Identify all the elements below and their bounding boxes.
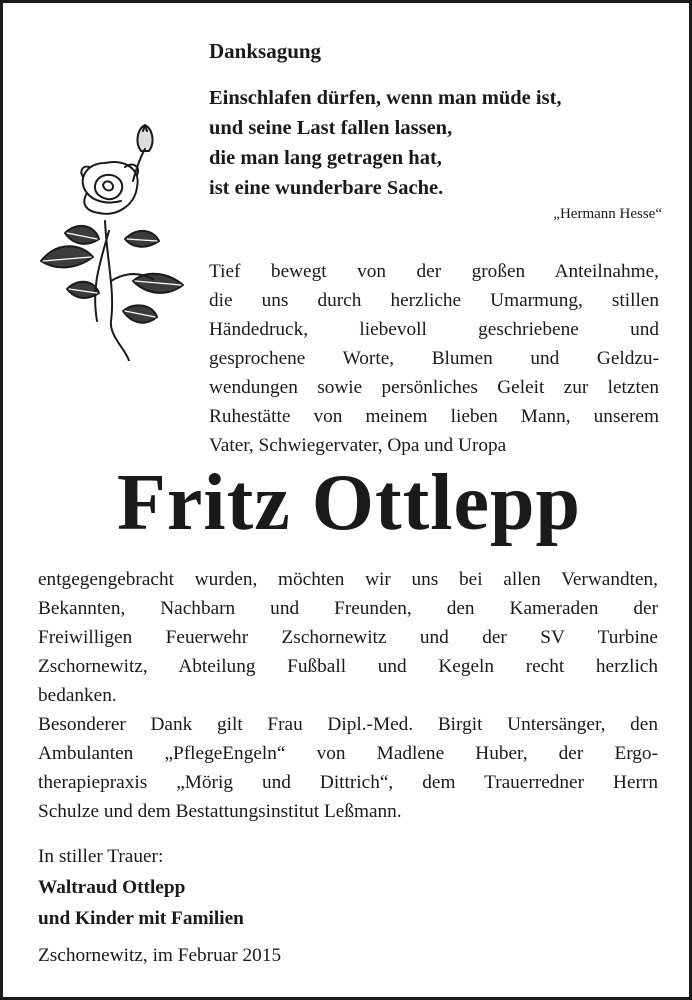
text-line: wendungen sowie persönliches Geleit zur letzten bbox=[209, 377, 659, 398]
intro-paragraph bbox=[209, 257, 659, 460]
text-line: bedanken. bbox=[38, 685, 117, 706]
deceased-name: Fritz Ottlepp bbox=[117, 459, 581, 547]
poem-quote bbox=[209, 83, 562, 203]
signature-intro: In stiller Trauer: bbox=[38, 846, 164, 867]
place-date: Zschornewitz, im Februar 2015 bbox=[38, 945, 282, 966]
text-line: Tief bewegt von der großen Anteilnahme, bbox=[209, 261, 659, 282]
text-line: Ruhestätte von meinem lieben Mann, unserem bbox=[209, 406, 659, 427]
poem-line: ist eine wunderbare Sache. bbox=[209, 177, 444, 199]
text-line: entgegengebracht wurden, möchten wir uns bei allen Verwandten, bbox=[38, 569, 658, 590]
thanks-paragraph bbox=[38, 565, 658, 826]
signature-name: Waltraud Ottlepp bbox=[38, 877, 186, 898]
poem-line: und seine Last fallen lassen, bbox=[209, 117, 453, 139]
text-line: die uns durch herzliche Umarmung, stillen bbox=[209, 290, 659, 311]
poem-author: „Hermann Hesse“ bbox=[553, 206, 662, 222]
notice-heading: Danksagung bbox=[209, 39, 322, 63]
text-line: Besonderer Dank gilt Frau Dipl.-Med. Birgit Untersänger, den bbox=[38, 714, 658, 735]
text-line: Ambulanten „PflegeEngeln“ von Madlene Huber, der Ergo- bbox=[38, 743, 658, 764]
text-line: Bekannten, Nachbarn und Freunden, den Kameraden der bbox=[38, 598, 658, 619]
text-line: Vater, Schwiegervater, Opa und Uropa bbox=[209, 435, 507, 456]
poem-line: die man lang getragen hat, bbox=[209, 147, 442, 169]
rose-icon bbox=[37, 121, 185, 361]
text-line: therapiepraxis „Mörig und Dittrich“, dem Trauerredner Herrn bbox=[38, 772, 658, 793]
text-line: Freiwilligen Feuerwehr Zschornewitz und der SV Turbine bbox=[38, 627, 658, 648]
poem-line: Einschlafen dürfen, wenn man müde ist, bbox=[209, 87, 562, 109]
text-line: Händedruck, liebevoll geschriebene und bbox=[209, 319, 659, 340]
text-line: gesprochene Worte, Blumen und Geldzu- bbox=[209, 348, 659, 369]
signature-block bbox=[38, 841, 244, 934]
text-line: Zschornewitz, Abteilung Fußball und Kegeln recht herzlich bbox=[38, 656, 658, 677]
text-line: Schulze und dem Bestattungsinstitut Leßmann. bbox=[38, 801, 402, 822]
signature-family: und Kinder mit Familien bbox=[38, 908, 244, 929]
